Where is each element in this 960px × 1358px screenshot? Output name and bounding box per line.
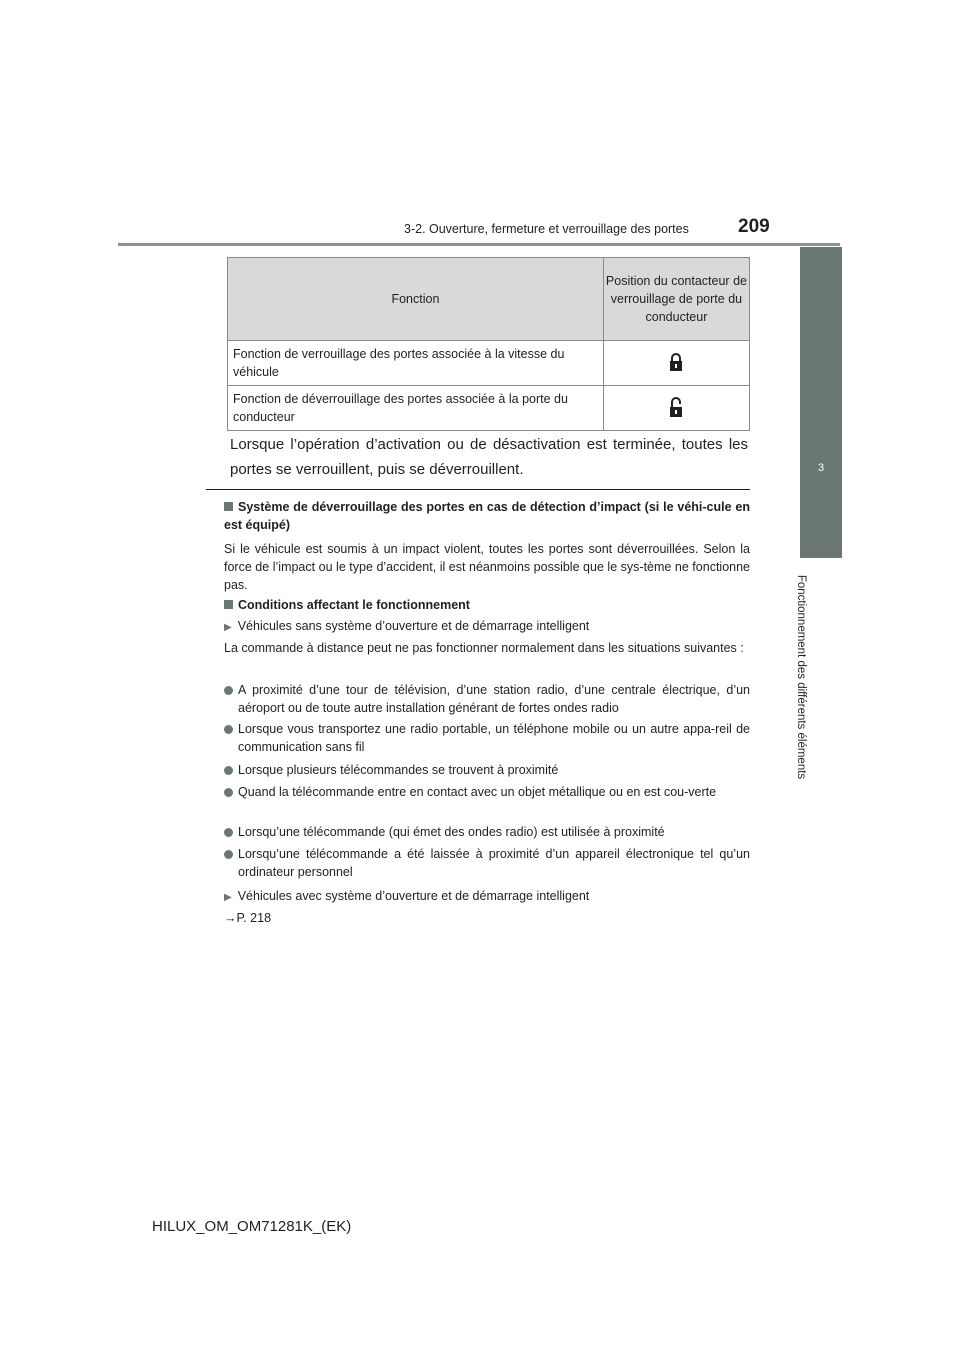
list-item xyxy=(224,845,750,881)
square-bullet-icon xyxy=(224,502,233,511)
lock-open-icon xyxy=(669,396,683,418)
page-number: 209 xyxy=(738,216,770,237)
conditions-heading-text: Conditions affectant le fonctionnement xyxy=(238,598,470,612)
completion-paragraph: Lorsque l’opération d’activation ou de désactivation est terminée, toutes les portes se verrouillent, puis se déverrouillent. xyxy=(230,436,748,478)
round-bullet-icon xyxy=(224,766,233,775)
list-item xyxy=(224,761,750,779)
col-function-header: Fonction xyxy=(228,258,604,341)
header-divider xyxy=(118,243,840,246)
list-item-text: Lorsque plusieurs télécommandes se trouvent à proximité xyxy=(238,763,559,777)
chapter-tab xyxy=(800,247,842,498)
row-function-text: Fonction de verrouillage des portes associée à la vitesse du véhicule xyxy=(228,341,604,386)
conditions-sub2 xyxy=(224,887,750,907)
table-row xyxy=(228,386,750,431)
table-row xyxy=(228,341,750,386)
triangle-right-icon: ▶ xyxy=(224,622,232,633)
list-item-text: Lorsque vous transportez une radio portable, un téléphone mobile ou un autre appa-reil de communication sans fil xyxy=(238,722,750,754)
chapter-tab-block xyxy=(800,498,842,558)
conditions-sub2-text: Véhicules avec système d’ouverture et de démarrage intelligent xyxy=(237,889,590,903)
conditions-sub1 xyxy=(224,617,750,637)
conditions-sub1-text: Véhicules sans système d’ouverture et de démarrage intelligent xyxy=(237,619,590,633)
document-code: HILUX_OM_OM71281K_(EK) xyxy=(152,1218,352,1235)
impact-body: Si le véhicule est soumis à un impact violent, toutes les portes sont déverrouillées. Selon la force de l’impact ou le type d’accident, il est néanmoins possible que le sys-tème ne fonctionne pas. xyxy=(224,542,750,592)
round-bullet-icon xyxy=(224,725,233,734)
conditions-heading xyxy=(224,596,750,614)
list-item-text: Quand la télécommande entre en contact avec un objet métallique ou en est cou-verte xyxy=(238,785,717,799)
page-reference: →P. 218 xyxy=(224,911,272,925)
list-item xyxy=(224,720,750,756)
list-item xyxy=(224,783,750,819)
row-icon-cell xyxy=(603,386,749,431)
conditions-intro: La commande à distance peut ne pas fonctionner normalement dans les situations suivantes : xyxy=(224,641,744,655)
triangle-right-icon: ▶ xyxy=(224,892,232,903)
lock-closed-icon xyxy=(669,352,683,372)
impact-heading xyxy=(224,498,750,534)
section-title: 3-2. Ouverture, fermeture et verrouillage des portes xyxy=(404,222,689,236)
list-item xyxy=(224,681,750,717)
section-divider xyxy=(206,489,750,490)
round-bullet-icon xyxy=(224,788,233,797)
table-header-row xyxy=(228,258,750,341)
row-icon-cell xyxy=(603,341,749,386)
list-item-text: A proximité d’une tour de télévision, d’une station radio, d’une centrale électrique, d’un aéroport ou de toute autre installation générant de fortes ondes radio xyxy=(238,683,750,715)
list-item-text: Lorsqu’une télécommande (qui émet des ondes radio) est utilisée à proximité xyxy=(238,825,665,839)
round-bullet-icon xyxy=(224,828,233,837)
chapter-number: 3 xyxy=(817,462,825,474)
round-bullet-icon xyxy=(224,850,233,859)
function-table xyxy=(227,257,750,431)
list-item xyxy=(224,823,750,841)
chapter-title: Fonctionnement des différents éléments xyxy=(795,574,807,780)
list-item-text: Lorsqu’une télécommande a été laissée à proximité d’un appareil électronique tel qu’un ordinateur personnel xyxy=(238,847,750,879)
col-position-header: Position du contacteur de verrouillage de porte du conducteur xyxy=(603,258,749,341)
round-bullet-icon xyxy=(224,686,233,695)
row-function-text: Fonction de déverrouillage des portes associée à la porte du conducteur xyxy=(228,386,604,431)
impact-heading-text: Système de déverrouillage des portes en cas de détection d’impact (si le véhi-cule en est équipé) xyxy=(224,500,750,532)
square-bullet-icon xyxy=(224,600,233,609)
